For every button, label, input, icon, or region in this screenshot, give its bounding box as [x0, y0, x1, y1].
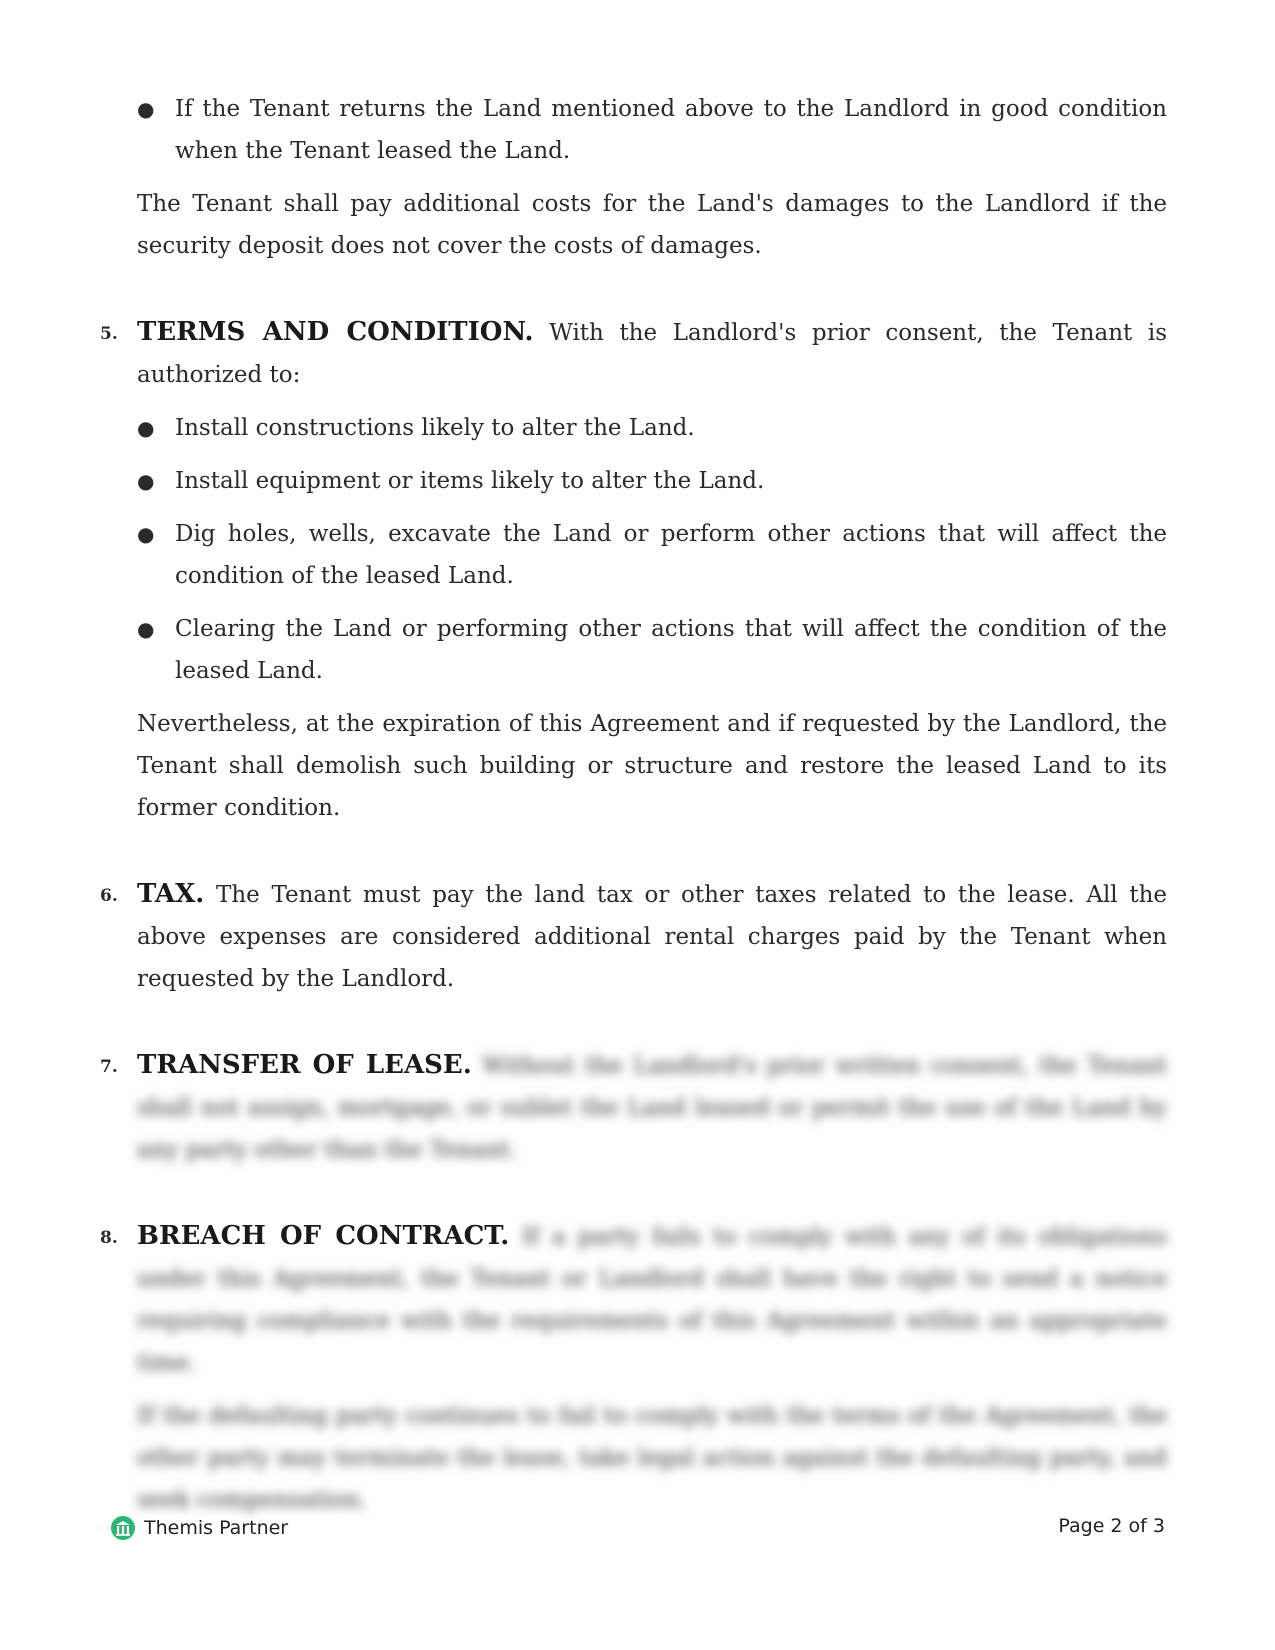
- pillars-logo-icon: [110, 1515, 136, 1541]
- list-item-text: Install equipment or items likely to alter the Land.: [175, 468, 765, 494]
- section-heading: TAX.: [137, 879, 205, 909]
- bullet-icon: ●: [137, 416, 155, 440]
- section-transfer-of-lease: [100, 1044, 1167, 1171]
- list-item-text: Install constructions likely to alter the Land.: [175, 415, 695, 441]
- section-lead-text: With the Landlord's prior consent, the Tenant is authorized to:: [137, 320, 1168, 388]
- bullet-icon: ●: [137, 469, 155, 493]
- blurred-text: If the defaulting party continues to fail to comply with the terms of the Agreement, the other party may terminate the lease, take legal action against the defaulting party, and seek compensation.: [137, 1403, 1167, 1513]
- list-item-text: If the Tenant returns the Land mentioned above to the Landlord in good condition when the Tenant leased the Land.: [175, 96, 1167, 164]
- section-breach-of-contract: [100, 1215, 1167, 1521]
- paragraph: The Tenant shall pay additional costs for the Land's damages to the Landlord if the security deposit does not cover the costs of damages.: [137, 191, 1167, 259]
- list-item-text: Dig holes, wells, excavate the Land or perform other actions that will affect the condition of the leased Land.: [175, 521, 1167, 589]
- brand: [110, 1515, 288, 1541]
- bullet-icon: ●: [137, 522, 155, 546]
- blurred-text: Without the Landlord's prior written consent, the Tenant shall not assign, mortgage, or sublet the Land leased or permit the use of the Land by any party other than the Tenant.: [137, 1053, 1167, 1163]
- blurred-text: If a party fails to comply with any of its obligations under this Agreement, the Tenant or Landlord shall have the right to send a notice requiring compliance with the requirements of this Agreement within an appropriate time.: [137, 1224, 1167, 1376]
- section-heading: TERMS AND CONDITION.: [137, 317, 534, 347]
- section-lead-text: The Tenant must pay the land tax or other taxes related to the lease. All the above expenses are considered additional rental charges paid by the Tenant when requested by the Landlord.: [137, 882, 1168, 992]
- section-lead: [137, 1215, 1167, 1384]
- list-item: [137, 608, 1167, 692]
- brand-name: Themis Partner: [144, 1517, 289, 1539]
- section-heading: TRANSFER OF LEASE.: [137, 1050, 472, 1080]
- section-heading: BREACH OF CONTRACT.: [137, 1221, 510, 1251]
- list-item: [137, 513, 1167, 597]
- section-lead: [137, 873, 1167, 1000]
- section-lead: [137, 1044, 1167, 1171]
- document-body: [100, 88, 1168, 1532]
- section-number: 6.: [100, 886, 118, 906]
- section-lead: [137, 311, 1167, 396]
- list-item: [137, 407, 1167, 449]
- section-number: 5.: [100, 324, 118, 344]
- page-footer: [110, 1515, 1165, 1545]
- list-item-text: Clearing the Land or performing other actions that will affect the condition of the leased Land.: [175, 616, 1167, 684]
- page-number: Page 2 of 3: [1058, 1515, 1165, 1537]
- section-closing: Nevertheless, at the expiration of this Agreement and if requested by the Landlord, the Tenant shall demolish such building or structure and restore the leased Land to its former condition.: [137, 711, 1167, 821]
- section-terms-and-condition: [100, 311, 1168, 829]
- section-number: 8.: [100, 1228, 118, 1248]
- bullet-icon: ●: [137, 617, 155, 641]
- bullet-icon: ●: [137, 97, 155, 121]
- list-item: [137, 88, 1167, 172]
- section-tax: [100, 873, 1168, 1000]
- section-number: 7.: [100, 1057, 118, 1077]
- list-item: [137, 460, 1167, 502]
